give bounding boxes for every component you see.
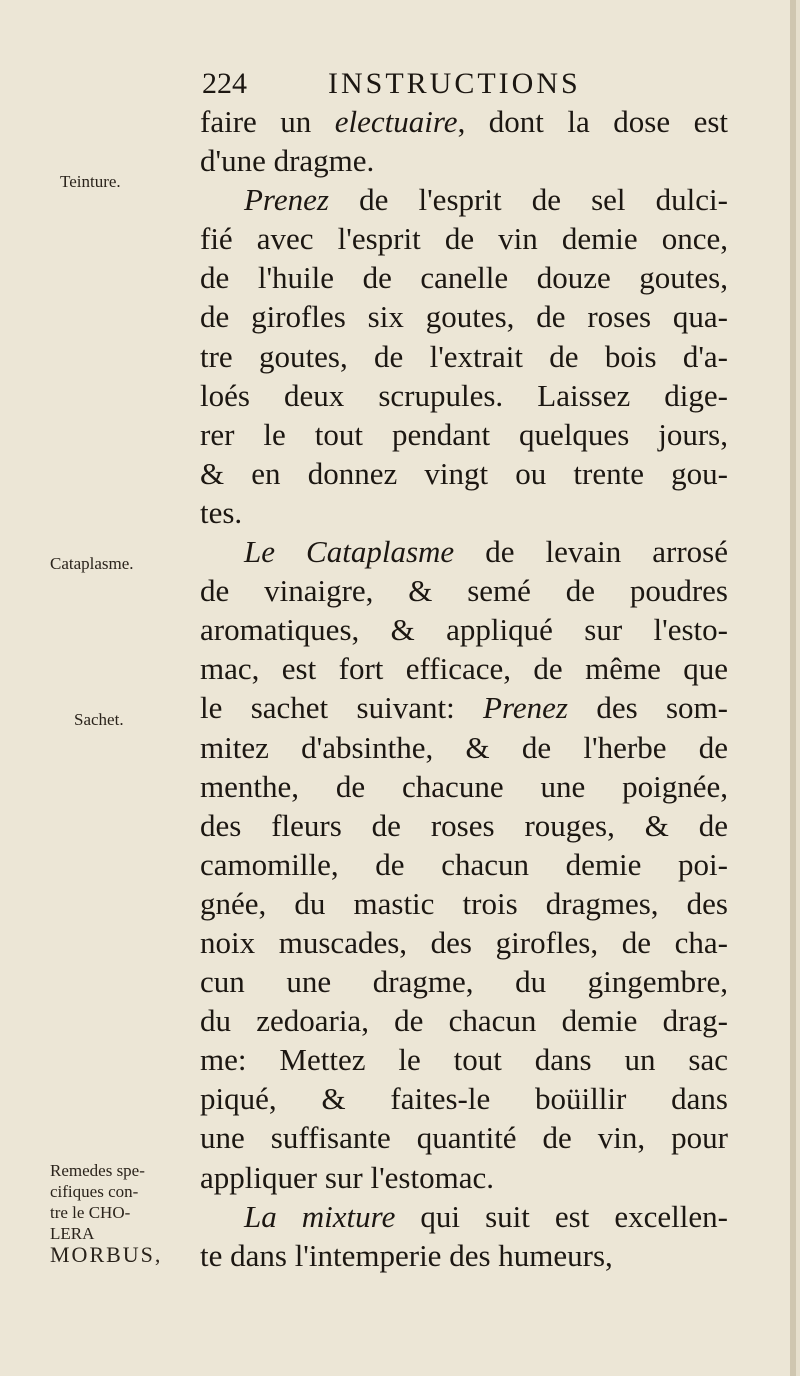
text-segment: tes. (200, 494, 243, 530)
text-segment: menthe, de chacune une poignée, (200, 768, 728, 804)
text-line (200, 767, 728, 806)
text-line (200, 1197, 728, 1236)
margin-note-remedes-line: MORBUS, (50, 1242, 163, 1267)
text-line (200, 297, 728, 336)
text-segment: fié avec l'esprit de vin demie once, (200, 221, 728, 257)
text-line (200, 258, 728, 297)
text-segment: appliquer sur l'estomac. (200, 1159, 494, 1195)
text-segment: & en donnez vingt ou trente gou- (200, 455, 728, 491)
text-line (200, 1040, 728, 1079)
text-line (200, 806, 728, 845)
text-segment: de girofles six goutes, de roses qua- (200, 299, 728, 335)
text-segment: , dont la dose est (457, 104, 729, 139)
italic-term: Prenez (483, 690, 568, 726)
text-line (200, 532, 728, 571)
body-text (200, 102, 728, 1275)
text-segment: noix muscades, des girofles, de cha- (200, 924, 728, 960)
margin-note-teinture: Teinture. (60, 172, 121, 191)
text-segment: mitez d'absinthe, & de l'herbe de (200, 729, 728, 765)
text-line (200, 219, 728, 258)
page-header (200, 64, 620, 104)
italic-term: La mixture (244, 1198, 396, 1234)
margin-note-cataplasme: Cataplasme. (50, 554, 134, 573)
text-line (200, 102, 728, 141)
margin-note-remedes-line: Remedes spe- (50, 1161, 145, 1180)
page-edge (790, 0, 796, 1376)
margin-note-remedes (50, 1160, 200, 1265)
text-segment: de l'esprit de sel dulci- (328, 182, 728, 218)
text-line (200, 180, 728, 219)
text-segment: camomille, de chacun demie poi- (200, 846, 728, 882)
italic-term: Le Cataplasme (244, 534, 455, 570)
text-line (200, 376, 728, 415)
italic-term: electuaire (334, 104, 458, 139)
text-segment: de levain arrosé (454, 534, 728, 570)
text-segment: une suffisante quantité de vin, pour (200, 1120, 728, 1156)
text-segment: rer le tout pendant quelques jours, (200, 416, 728, 452)
text-line (200, 454, 728, 493)
text-segment: tre goutes, de l'extrait de bois d'a- (200, 338, 728, 374)
text-line (200, 1001, 728, 1040)
text-line (200, 923, 728, 962)
text-line (200, 1079, 728, 1118)
text-line (200, 337, 728, 376)
text-line (200, 962, 728, 1001)
text-segment: de l'huile de canelle douze goutes, (200, 260, 728, 296)
text-line (200, 571, 728, 610)
text-line (200, 1236, 728, 1275)
text-segment: gnée, du mastic trois dragmes, des (200, 885, 728, 921)
margin-note-remedes-line: LERA (50, 1224, 95, 1243)
text-line (200, 845, 728, 884)
text-line (200, 610, 728, 649)
text-line (200, 141, 728, 180)
italic-term: Prenez (244, 182, 329, 218)
text-line (200, 649, 728, 688)
text-segment: cun une dragme, du gingembre, (200, 964, 728, 1000)
text-line (200, 1158, 728, 1197)
text-segment: du zedoaria, de chacun demie drag- (200, 1003, 728, 1039)
text-line (200, 688, 728, 727)
running-head: INSTRUCTIONS (328, 67, 581, 100)
text-segment: de vinaigre, & semé de poudres (200, 573, 728, 609)
margin-note-remedes-line: tre le CHO- (50, 1203, 131, 1222)
text-segment: le sachet suivant: (200, 690, 484, 726)
text-segment: mac, est fort efficace, de même que (200, 651, 728, 687)
text-line (200, 415, 728, 454)
text-segment: qui suit est excellen- (395, 1198, 728, 1234)
text-segment: d'une dragme. (200, 143, 375, 179)
text-segment: te dans l'intemperie des humeurs, (200, 1237, 613, 1273)
text-segment: des fleurs de roses rouges, & de (200, 807, 728, 843)
text-segment: faire un (200, 104, 335, 139)
text-segment: piqué, & faites-le boüillir dans (200, 1081, 728, 1117)
text-line (200, 728, 728, 767)
page-number: 224 (202, 67, 247, 100)
text-segment: des som- (567, 690, 728, 726)
text-line (200, 884, 728, 923)
text-segment: aromatiques, & appliqué sur l'esto- (200, 612, 728, 648)
margin-note-remedes-line: cifiques con- (50, 1182, 139, 1201)
text-line (200, 1118, 728, 1157)
margin-note-sachet: Sachet. (74, 710, 124, 729)
text-line (200, 493, 728, 532)
text-segment: loés deux scrupules. Laissez dige- (200, 377, 728, 413)
text-segment: me: Mettez le tout dans un sac (200, 1042, 728, 1078)
